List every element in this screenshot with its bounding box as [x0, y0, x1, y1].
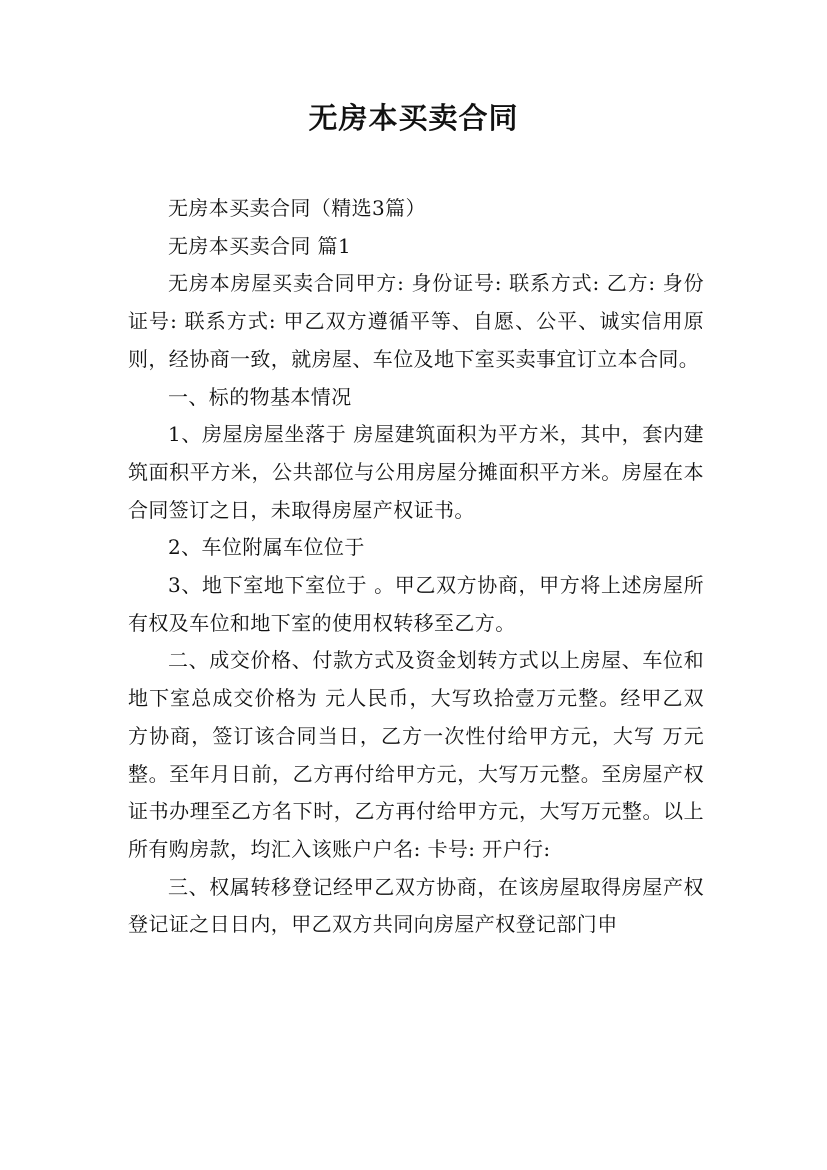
paragraph-parking: 2、车位附属车位位于	[168, 535, 365, 560]
paragraph-heading-subject: 一、标的物基本情况	[168, 384, 352, 409]
paragraph-ownership-transfer: 三、权属转移登记经甲乙双方协商，在该房屋取得房屋产权登记证之日日内，甲乙双方共同向房屋产权登记部门申	[128, 874, 704, 937]
paragraph-parties: 无房本房屋买卖合同甲方: 身份证号: 联系方式: 乙方: 身份证号: 联系方式: 甲乙双方遵循平等、自愿、公平、诚实信用原则，经协商一致，就房屋、车位及地下室买卖事宜订立本合同。	[128, 271, 704, 371]
paragraph-basement: 3、地下室地下室位于 。甲乙双方协商，甲方将上述房屋所有权及车位和地下室的使用权转移至乙方。	[128, 573, 704, 635]
paragraph-house: 1、房屋房屋坐落于 房屋建筑面积为平方米，其中，套内建筑面积平方米，公共部位与公用房屋分摊面积平方米。房屋在本合同签订之日，未取得房屋产权证书。	[128, 422, 704, 522]
paragraph-subtitle: 无房本买卖合同（精选3篇）	[168, 196, 426, 220]
paragraph-section-heading: 无房本买卖合同 篇1	[168, 233, 352, 258]
document-title: 无房本买卖合同	[308, 101, 519, 135]
paragraph-price-payment: 二、成交价格、付款方式及资金划转方式以上房屋、车位和地下室总成交价格为 元人民币，大写玖拾壹万元整。经甲乙双方协商，签订该合同当日，乙方一次性付给甲方元，大写 万元整。至年月日前，乙方再付给甲方元，大写万元整。至房屋产权证书办理至乙方名下时，乙方再付给甲方元，大写万元整。以上所有购房款，均汇入该账户户名: 卡号: 开户行:	[128, 648, 704, 861]
document-body	[128, 190, 704, 944]
